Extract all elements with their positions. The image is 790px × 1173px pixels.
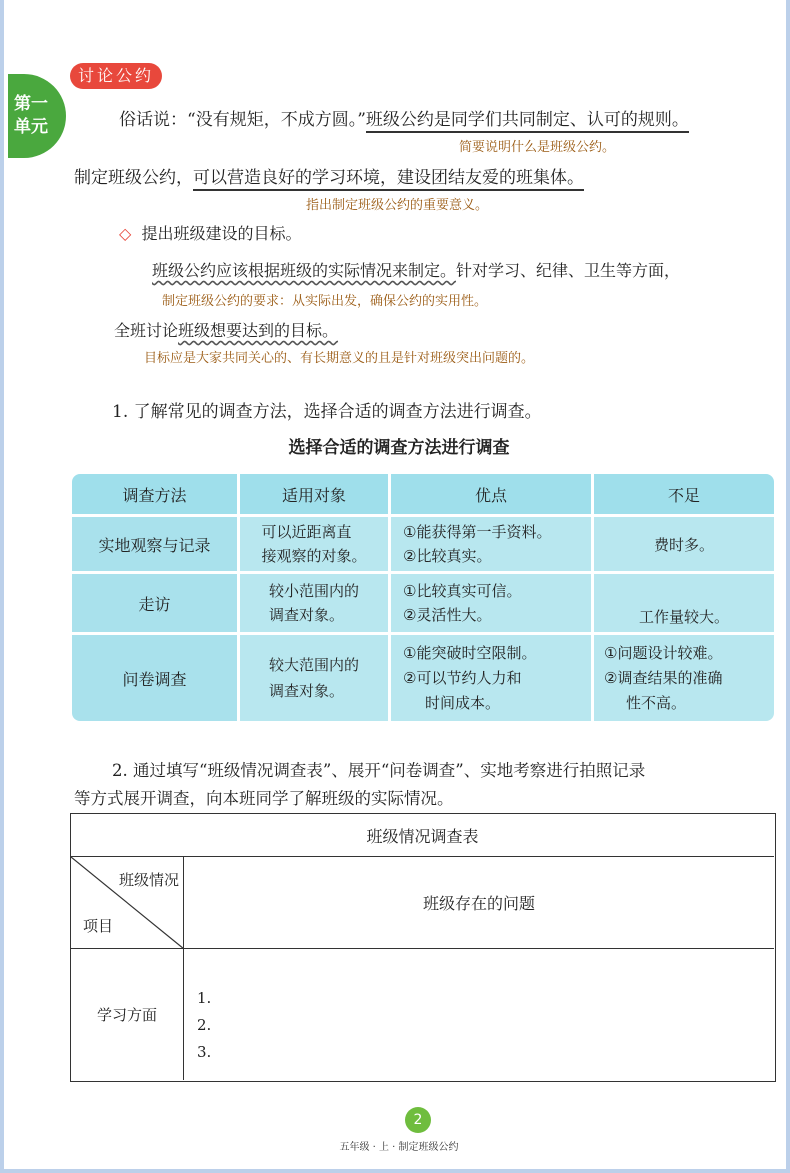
- methods-row1-target-line: 可以近距离直: [261, 523, 352, 541]
- survey-corner-top: 班级情况: [118, 871, 179, 889]
- survey-item: 3.: [197, 1043, 212, 1061]
- methods-row1-target-line: 接观察的对象。: [261, 547, 367, 565]
- para1: [119, 105, 689, 130]
- methods-row3-pros-line: 时间成本。: [425, 693, 501, 712]
- methods-row3-cons-line: 性不高。: [626, 693, 687, 712]
- survey-table-title: 班级情况调查表: [71, 814, 774, 857]
- para3: [152, 258, 680, 281]
- methods-header-pros: 优点: [391, 474, 591, 514]
- para4-lead: 全班讨论: [114, 321, 179, 340]
- bullet-line: [119, 221, 302, 244]
- methods-row1-pros-line: ②比较真实。: [403, 547, 492, 565]
- survey-items-cell: [184, 949, 774, 1080]
- methods-row3-cons-line: ①问题设计较难。: [604, 643, 723, 662]
- methods-row3-method: 问卷调查: [72, 635, 237, 721]
- diamond-bullet-icon: ◇: [119, 224, 132, 243]
- step1-text: 1. 了解常见的调查方法，选择合适的调查方法进行调查。: [112, 402, 542, 422]
- step2-line1: 2. 通过填写“班级情况调查表”、展开“问卷调查”、实地考察进行拍照记录: [112, 761, 646, 780]
- survey-corner-cell: [71, 857, 184, 949]
- methods-row2-cons: 工作量较大。: [594, 574, 774, 632]
- para2: [74, 163, 584, 188]
- methods-row3-cons-line: ②调查结果的准确: [604, 668, 723, 687]
- page-number: 2: [405, 1107, 431, 1133]
- methods-row1-pros: [391, 517, 591, 571]
- page-footer: 五年级 · 上 · 制定班级公约: [339, 1142, 459, 1153]
- methods-row1-method: 实地观察与记录: [72, 517, 237, 571]
- methods-row2-pros-line: ①比较真实可信。: [403, 582, 522, 600]
- survey-col-header: 班级存在的问题: [184, 857, 774, 949]
- methods-row3-target-line: 调查对象。: [268, 682, 344, 700]
- methods-row3-pros: [391, 635, 591, 721]
- methods-table-title: 选择合适的调查方法进行调查: [288, 438, 510, 458]
- unit-tab: [8, 74, 66, 158]
- methods-row3-cons: [594, 635, 774, 721]
- methods-row3-pros-line: ①能突破时空限制。: [403, 643, 537, 662]
- para3-note: 制定班级公约的要求：从实际出发，确保公约的实用性。: [162, 294, 488, 309]
- para3-rest: 针对学习、纪律、卫生等方面，: [456, 261, 681, 280]
- methods-row2-target-line: 调查对象。: [268, 606, 344, 624]
- unit-tab-line1: 第一: [14, 94, 48, 114]
- survey-table: [70, 813, 776, 1082]
- methods-row3-target: [240, 635, 388, 721]
- survey-item: 2.: [197, 1016, 212, 1034]
- methods-row3-pros-line: ②可以节约人力和: [403, 668, 522, 687]
- survey-item: 1.: [197, 989, 212, 1007]
- methods-row1-pros-line: ①能获得第一手资料。: [403, 523, 552, 541]
- para4: [114, 318, 338, 341]
- section-badge: 讨论公约: [70, 63, 162, 89]
- methods-row2-target: [240, 574, 388, 632]
- methods-row3-target-line: 较大范围内的: [268, 656, 359, 674]
- survey-row-label: 学习方面: [71, 949, 184, 1080]
- methods-header-cons: 不足: [594, 474, 774, 514]
- para1-note: 简要说明什么是班级公约。: [459, 140, 616, 155]
- unit-tab-line2: 单元: [14, 117, 48, 137]
- para4-underlined: 班级想要达到的目标。: [178, 321, 339, 340]
- methods-row1-target: [240, 517, 388, 571]
- methods-row2-target-line: 较小范围内的: [268, 582, 359, 600]
- methods-header-target: 适用对象: [240, 474, 388, 514]
- bullet-text: 提出班级建设的目标。: [141, 224, 302, 243]
- methods-row2-pros: [391, 574, 591, 632]
- methods-header-method: 调查方法: [72, 474, 237, 514]
- methods-table: [72, 474, 774, 721]
- para1-underlined: 班级公约是同学们共同制定、认可的规则。: [366, 110, 689, 133]
- step2-line2: 等方式展开调查，向本班同学了解班级的实际情况。: [74, 789, 454, 808]
- survey-corner-bottom: 项目: [83, 917, 114, 935]
- methods-row2-method: 走访: [72, 574, 237, 632]
- para1-lead: 俗话说：“没有规矩，不成方圆。”: [119, 110, 366, 130]
- para3-underlined: 班级公约应该根据班级的实际情况来制定。: [152, 261, 457, 280]
- methods-row2-pros-line: ②灵活性大。: [403, 606, 492, 624]
- para2-lead: 制定班级公约，: [74, 168, 193, 188]
- para2-note: 指出制定班级公约的重要意义。: [306, 198, 489, 213]
- methods-row1-cons: 费时多。: [594, 517, 774, 571]
- para2-underlined: 可以营造良好的学习环境，建设团结友爱的班集体。: [193, 168, 584, 191]
- para4-note: 目标应是大家共同关心的、有长期意义的且是针对班级突出问题的。: [144, 351, 535, 366]
